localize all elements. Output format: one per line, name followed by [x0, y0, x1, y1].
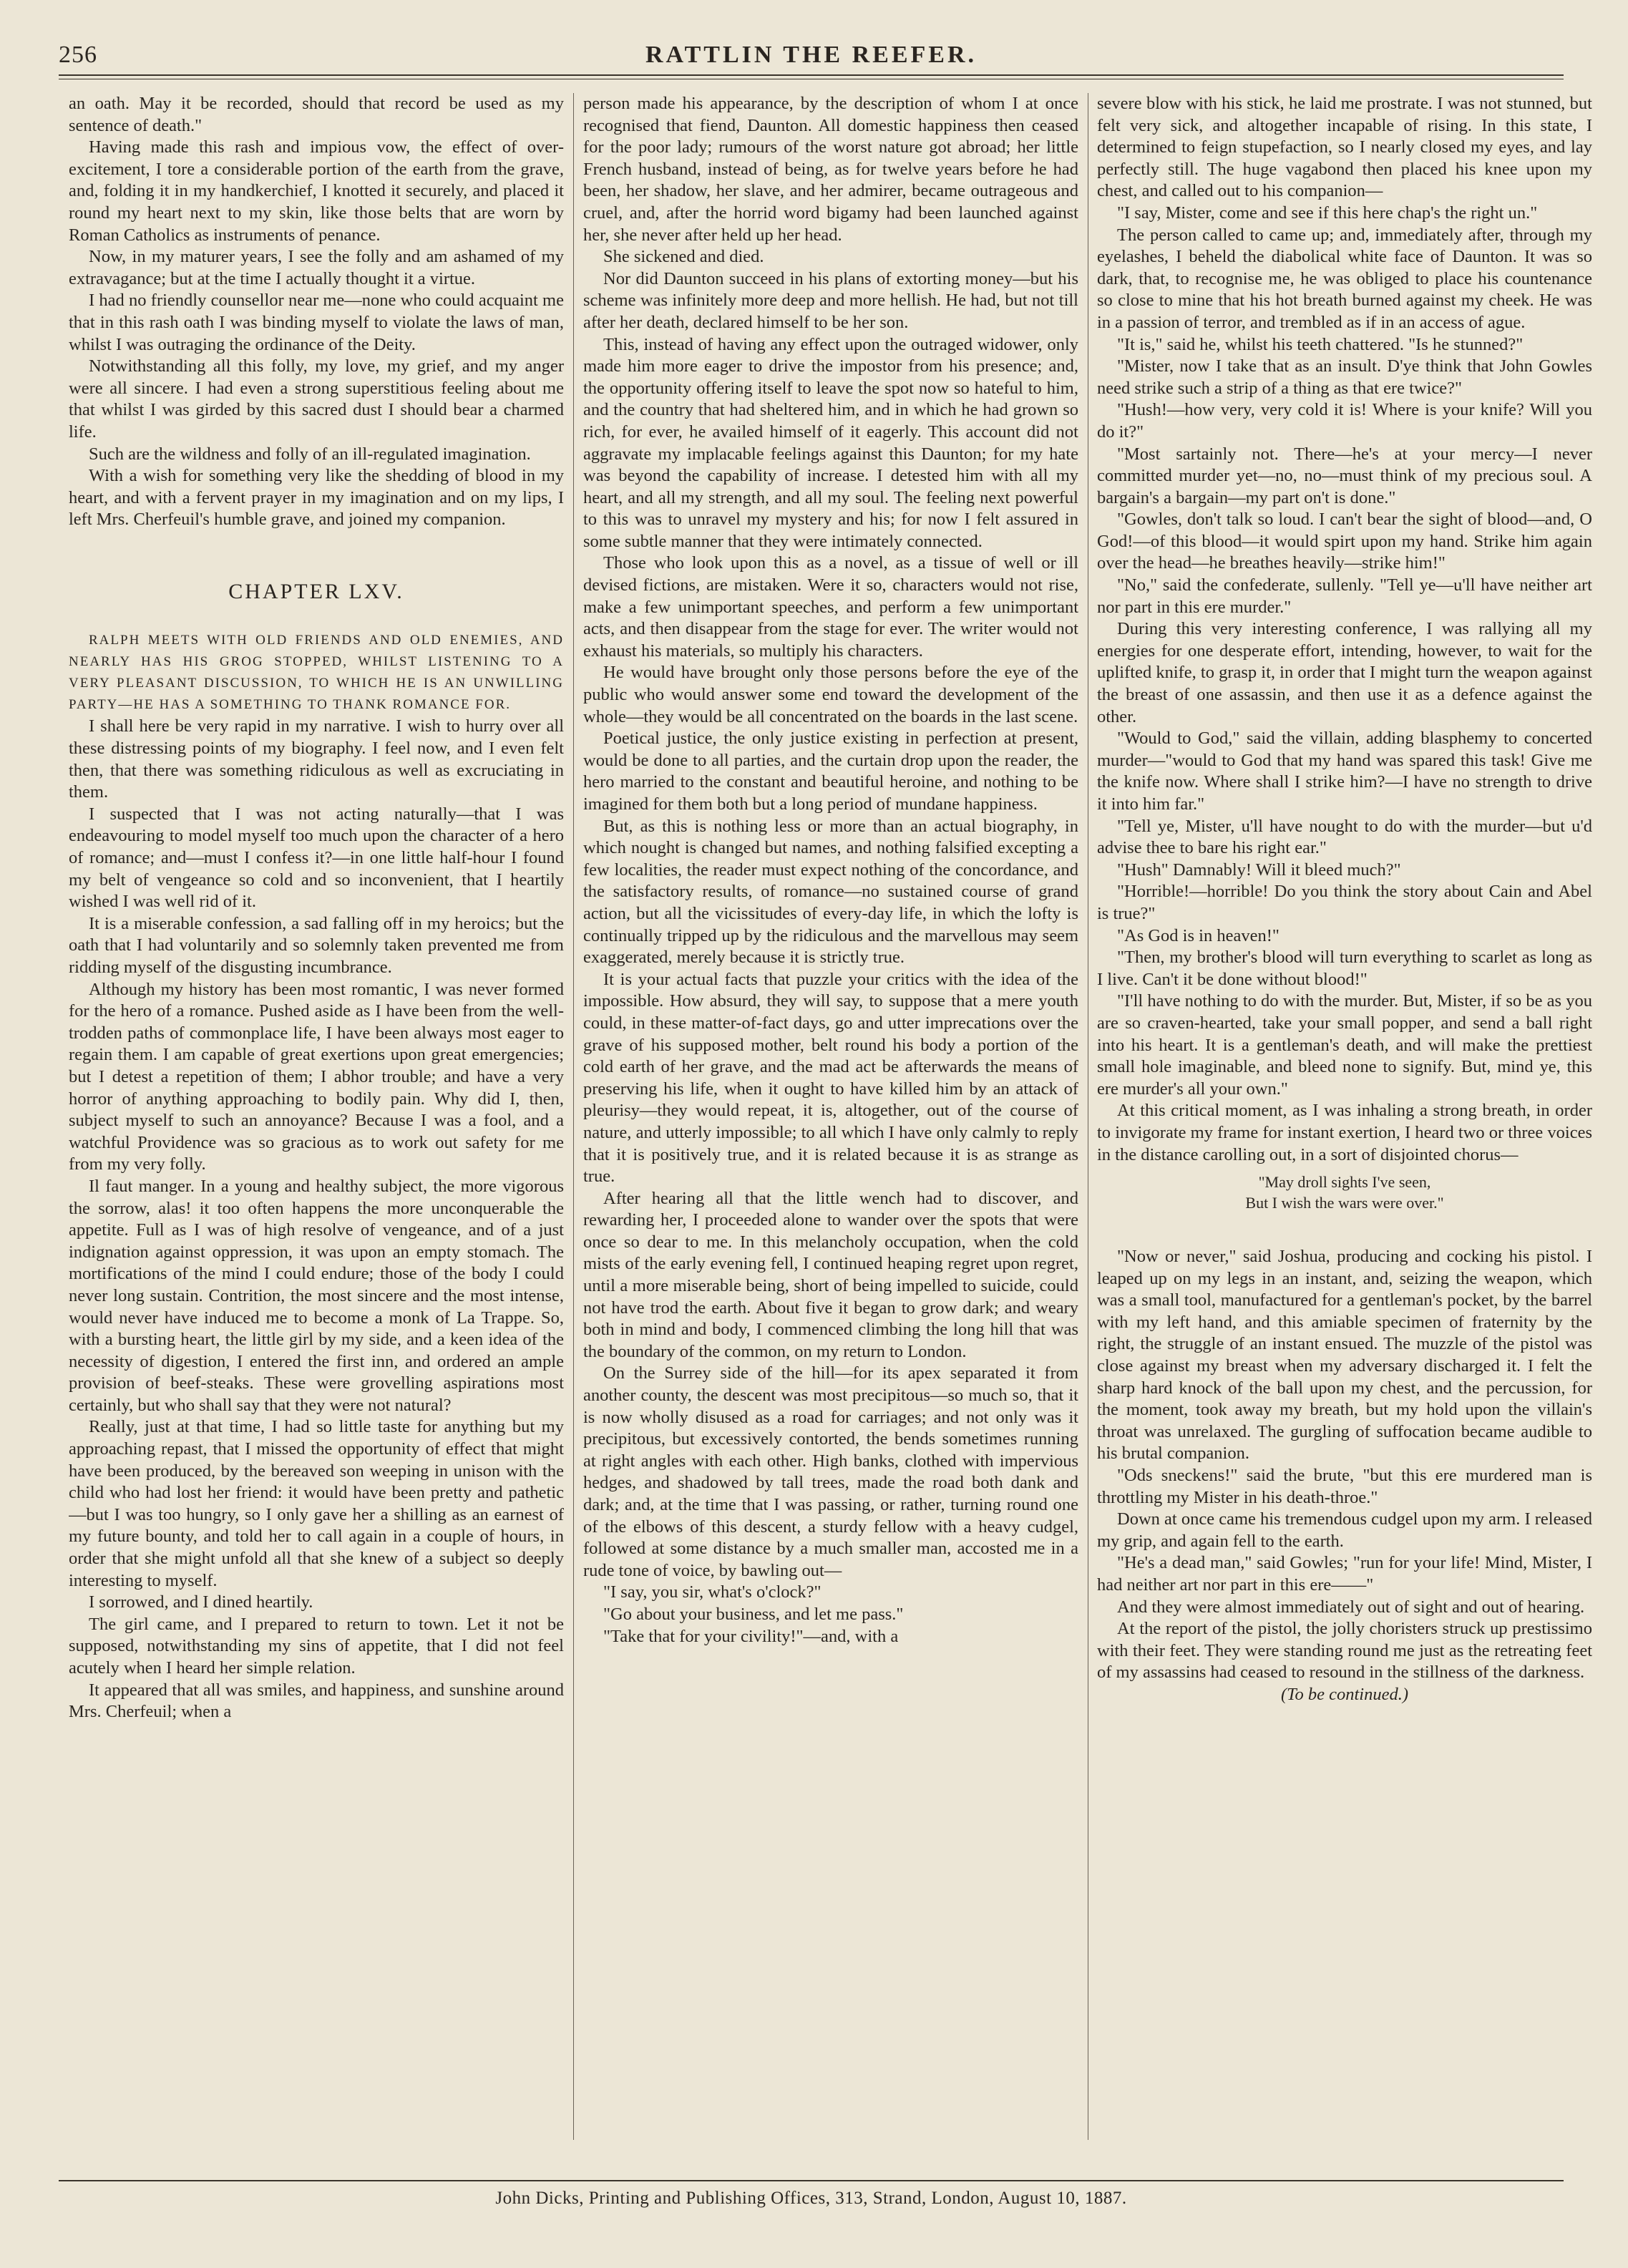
column-1	[69, 93, 564, 2169]
paragraph: "Would to God," said the villain, adding blasphemy to concerted murder—"would to God that my hand was spared this task! Give me the knife now. Where shall I strike him?—I have no strength to drive it into him far."	[1097, 729, 1592, 814]
paragraph: severe blow with his stick, he laid me prostrate. I was not stunned, but felt very sick, and altogether incapable of rising. In this state, I determined to feign stupefaction, so I nearly closed my eyes, and lay perfectly still. The huge vagabond then placed his knee upon my chest, and called out to his companion—	[1097, 94, 1592, 201]
paragraph: It is your actual facts that puzzle your critics with the idea of the impossible. How absurd, they will say, to suppose that a mere youth could, in these matter-of-fact days, go and utter imprecations over the grave of his supposed mother, belt round his body a portion of the cold earth of her grave, and the mad act be afterwards the means of preserving his life, when it ought to have killed him by an attack of pleurisy—they would repeat, it is, altogether, out of the course of nature, and utterly impossible; to all which I have only calmly to reply that it is positively true, and it is related because it is as strange as true.	[583, 969, 1078, 1187]
paragraph: "I'll have nothing to do with the murder. But, Mister, if so be as you are so craven-hearted, take your small popper, and send a ball right into his heart. It is a gentleman's death, and will make the prettiest small hole imaginable, and bleed none to signify. But, mind ye, this ere murder's all your own."	[1097, 991, 1592, 1099]
paragraph: At this critical moment, as I was inhaling a strong breath, in order to invigorate my frame for instant exertion, I heard two or three voices in the distance carolling out, in a sort of disjointed chorus—	[1097, 1101, 1592, 1164]
page-header	[59, 37, 1564, 74]
paragraph: "As God is in heaven!"	[1117, 925, 1280, 945]
chapter-summary: RALPH MEETS WITH OLD FRIENDS AND OLD ENEMIES, AND NEARLY HAS HIS GROG STOPPED, WHILST LISTENING TO A VERY PLEASANT DISCUSSION, TO WHICH HE IS AN UNWILLING PARTY—HE HAS A SOMETHING TO THANK ROMANCE FOR.	[69, 633, 564, 713]
paragraph: "Hush" Damnably! Will it bleed much?"	[1117, 860, 1401, 880]
paragraph: At the report of the pistol, the jolly choristers struck up prestissimo with their feet. They were standing round me just as the retreating feet of my assassins had ceased to resound in the stillness of the darkness.	[1097, 1619, 1592, 1683]
paragraph: The person called to came up; and, immediately after, through my eyelashes, I beheld the diabolical white face of Daunton. It was so dark, that, to recognise me, he was obliged to place his countenance so close to mine that his hot breath burned against my cheek. He was in a passion of terror, and trembled as if in an access of ague.	[1097, 225, 1592, 332]
paragraph: It is a miserable confession, a sad falling off in my heroics; but the oath that I had voluntarily and so solemnly taken prevented me from ridding myself of the disgusting incumbrance.	[69, 913, 564, 977]
paragraph: "Then, my brother's blood will turn everything to scarlet as long as I live. Can't it be done without blood!"	[1097, 948, 1592, 989]
paragraph: an oath. May it be recorded, should that record be used as my sentence of death."	[69, 94, 564, 135]
paragraph: "No," said the confederate, sullenly. "Tell ye—u'll have neither art nor part in this ere murder."	[1097, 575, 1592, 617]
paragraph: With a wish for something very like the shedding of blood in my heart, and with a fervent prayer in my imagination and on my lips, I left Mrs. Cherfeuil's humble grave, and joined my companion.	[69, 466, 564, 530]
text-columns	[59, 93, 1592, 2169]
paragraph: This, instead of having any effect upon the outraged widower, only made him more eager to drive the impostor from his presence; and, the opportunity offering itself to leave the spot now so hateful to him, and the country that had sheltered him, and in which he had grown so rich, for ever, he availed himself of it eagerly. This account did not aggravate my implacable feelings against this Daunton; for my hate was beyond the capability of increase. I detested him with all my heart, and all my strength, and all my soul. The feeling next powerful to this was to unravel my mystery and his; for now I felt assured in some subtle manner that they were intimately connected.	[583, 334, 1078, 551]
paragraph: During this very interesting conference, I was rallying all my energies for one desperate effort, intending, however, to wait for the uplifted knife, to grasp it, in order that I might turn the weapon against the breast of one assassin, and then use it as a defence against the other.	[1097, 619, 1592, 726]
running-title: RATTLIN THE REEFER.	[645, 42, 977, 68]
paragraph: After hearing all that the little wench had to discover, and rewarding her, I proceeded alone to wander over the spots that were once so dear to me. In this melancholy occupation, when the cold mists of the early evening fell, I continued heaping regret upon regret, until a more miserable being, short of being impelled to suicide, could not have trod the earth. About five it began to grow dark; and weary both in mind and body, I commenced climbing the long hill that was the boundary of the common, on my return to London.	[583, 1188, 1078, 1361]
paragraph: person made his appearance, by the description of whom I at once recognised that fiend, Daunton. All domestic happiness then ceased for the poor lady; rumours of the worst nature got abroad; her little French husband, instead of being, as for twelve years before he had been, her shadow, her slave, and her admirer, became outrageous and cruel, and, after the horrid word bigamy had been launched against her, she never after held up her head.	[583, 94, 1078, 245]
paragraph: Notwithstanding all this folly, my love, my grief, and my anger were all sincere. I had even a strong superstitious feeling about me that whilst I was girded by this sacred dust I should bear a charmed life.	[69, 356, 564, 442]
verse-line: But I wish the wars were over."	[1245, 1194, 1444, 1212]
column-2	[583, 93, 1078, 2169]
paragraph: I suspected that I was not acting naturally—that I was endeavouring to model myself too much upon the character of a hero of romance; and—must I confess it?—in one little half-hour I found my belt of vengeance so cold and so inconvenient, that I heartily wished I was well rid of it.	[69, 804, 564, 912]
paragraph: And they were almost immediately out of sight and out of hearing.	[1117, 1597, 1585, 1617]
paragraph: "It is," said he, whilst his teeth chattered. "Is he stunned?"	[1117, 334, 1524, 354]
paragraph: "Go about your business, and let me pass."	[603, 1604, 904, 1624]
paragraph: Il faut manger. In a young and healthy subject, the more vigorous the sorrow, alas! it too often happens the more unconquerable the appetite. Full as I was of high resolve of vengeance, and of a just indignation against oppression, it was upon an empty stomach. The mortifications of the mind I could endure; those of the body I could never long sustain. Contrition, the most sincere and the most intense, would never have induced me to become a monk of La Trappe. So, with a bursting heart, the little girl by my side, and a keen idea of the necessity of digestion, I entered the first inn, and ordered an ample provision of beef-steaks. These were grovelling aspirations most certainly, but who shall say that they were not natural?	[69, 1176, 564, 1415]
to-be-continued: (To be continued.)	[1280, 1684, 1409, 1704]
header-rule	[59, 74, 1564, 76]
paragraph: "Ods sneckens!" said the brute, "but this ere murdered man is throttling my Mister in his death-throe."	[1097, 1466, 1592, 1507]
paragraph: "Take that for your civility!"—and, with a	[603, 1626, 899, 1646]
paragraph: Nor did Daunton succeed in his plans of extorting money—but his scheme was infinitely more deep and more hellish. He had, but not till after her death, declared himself to be her son.	[583, 268, 1078, 332]
paragraph: "I say, you sir, what's o'clock?"	[603, 1582, 822, 1602]
paragraph: On the Surrey side of the hill—for its apex separated it from another county, the descent was most precipitous—so much so, that it is now wholly disused as a road for carriages; and not only was it precipitous, but excessively contorted, the bends sometimes running at right angles with each other. High banks, clothed with impervious hedges, and shadowed by tall trees, made the road both dank and dark; and, at the time that I was passing, or rather, turning round one of the elbows of this descent, a sturdy fellow with a heavy cudgel, followed at some distance by a much smaller man, accosted me in a rude tone of voice, by bawling out—	[583, 1363, 1078, 1580]
paragraph: I had no friendly counsellor near me—none who could acquaint me that in this rash oath I was binding myself to violate the laws of man, whilst I was outraging the ordinance of the Deity.	[69, 291, 564, 354]
paragraph: He would have brought only those persons before the eye of the public who would answer some end toward the development of the whole—they would be all concentrated on the boards in the last scene.	[583, 663, 1078, 726]
paragraph: But, as this is nothing less or more than an actual biography, in which nought is changed but names, and nothing falsified excepting a few localities, the reader must expect nothing of the concordance, and the satisfactory results, of romance—no sustained course of grand action, but all the vicissitudes of every-day life, in which the lofty is continually tripped up by the ridiculous and the marvellous may seem exaggerated, merely because it is strictly true.	[583, 816, 1078, 968]
paragraph: Now, in my maturer years, I see the folly and am ashamed of my extravagance; but at the time I actually thought it a virtue.	[69, 247, 564, 288]
column-3	[1097, 93, 1592, 2169]
paragraph: Although my history has been most romantic, I was never formed for the hero of a romance. Pushed aside as I have been from the well-trodden paths of commonplace life, I have been always most eager to regain them. I am capable of great exertions upon great emergencies; but I detest a repetition of them; I abhor trouble; and have a very horror of anything approaching to bodily pain. Why did I, then, subject myself to such an annoyance? Because I was a fool, and a watchful Providence was so gracious as to work out safety for me from my very folly.	[69, 979, 564, 1174]
verse	[1097, 1172, 1592, 1213]
chapter-title: CHAPTER LXV.	[228, 579, 404, 603]
paragraph: "Now or never," said Joshua, producing and cocking his pistol. I leaped up on my legs in an instant, and, seizing the weapon, which was a small tool, manufactured for a gentleman's pocket, by the barrel with my left hand, and this amiable specimen of fraternity by the right, the struggle of an instant ensued. The muzzle of the pistol was close against my breast when my adversary discharged it. I felt the sharp hard knock of the ball upon my chest, and the percussion, for the moment, took away my breath, but my hold upon the villain's throat was unrelaxed. The gurgling of suffocation became audible to his brutal companion.	[1097, 1247, 1592, 1464]
paragraph: Those who look upon this as a novel, as a tissue of well or ill devised fictions, are mistaken. Were it so, characters would not rise, make a few unimportant speeches, and perform a few unimportant acts, and then disappear from the stage for ever. The writer would not exhaust his materials, so multiply his characters.	[583, 553, 1078, 661]
paragraph: "Mister, now I take that as an insult. D'ye think that John Gowles need strike such a strip of a thing as that ere twice?"	[1097, 356, 1592, 398]
paragraph: "Tell ye, Mister, u'll have nought to do with the murder—but u'd advise thee to bare his right ear."	[1097, 816, 1592, 858]
paragraph: She sickened and died.	[603, 247, 764, 267]
paragraph: Poetical justice, the only justice existing in perfection at present, would be done to all parties, and the curtain drop upon the reader, the hero married to the constant and beautiful heroine, and nothing to be imagined for them both but a long period of mundane happiness.	[583, 729, 1078, 814]
paragraph: Down at once came his tremendous cudgel upon my arm. I released my grip, and again fell to the earth.	[1097, 1509, 1592, 1551]
paragraph: Such are the wildness and folly of an ill-regulated imagination.	[89, 444, 531, 464]
paragraph: Having made this rash and impious vow, the effect of over-excitement, I tore a considerable portion of the earth from the grave, and, folding it in my handkerchief, I knotted it securely, and placed it round my heart next to my skin, like those belts that are worn by Roman Catholics as instruments of penance.	[69, 137, 564, 245]
footer-rule	[59, 2180, 1564, 2181]
verse-line: "May droll sights I've seen,	[1258, 1173, 1431, 1192]
footer-imprint: John Dicks, Printing and Publishing Offices, 313, Strand, London, August 10, 1887.	[495, 2189, 1127, 2208]
paragraph: "Most sartainly not. There—he's at your mercy—I never committed murder yet—no, no—must think of my precious soul. A bargain's a bargain—my part on't is done."	[1097, 444, 1592, 507]
paragraph: I sorrowed, and I dined heartily.	[89, 1592, 313, 1612]
paragraph: "Horrible!—horrible! Do you think the story about Cain and Abel is true?"	[1097, 882, 1592, 923]
paragraph: "Hush!—how very, very cold it is! Where is your knife? Will you do it?"	[1097, 400, 1592, 442]
paragraph: "Gowles, don't talk so loud. I can't bear the sight of blood—and, O God!—of this blood—it would spirt upon my hand. Strike him again over the head—he breathes heavily—strike him!"	[1097, 510, 1592, 573]
page-number: 256	[59, 42, 97, 68]
paragraph: "I say, Mister, come and see if this here chap's the right un."	[1117, 203, 1538, 223]
paragraph: "He's a dead man," said Gowles; "run for your life! Mind, Mister, I had neither art nor part in this ere——"	[1097, 1553, 1592, 1595]
column-divider	[573, 93, 574, 2140]
paragraph: I shall here be very rapid in my narrative. I wish to hurry over all these distressing points of my biography. I feel now, and I even felt then, that there was something ridiculous as well as excruciating in them.	[69, 716, 564, 802]
paragraph: The girl came, and I prepared to return to town. Let it not be supposed, notwithstanding my sins of appetite, that I did not feel acutely when I heard her simple relation.	[69, 1614, 564, 1678]
paragraph: Really, just at that time, I had so little taste for anything but my approaching repast, that I missed the opportunity of effect that might have been produced, by the bereaved son weeping in unison with the child who had lost her friend: it would have been pretty and pathetic—but I was too hungry, so I only gave her a shilling as an earnest of my future bounty, and told her to call again in a couple of hours, in order that she might unfold all that she knew of a subject so deeply interesting to myself.	[69, 1417, 564, 1590]
paragraph: It appeared that all was smiles, and happiness, and sunshine around Mrs. Cherfeuil; when a	[69, 1680, 564, 1722]
